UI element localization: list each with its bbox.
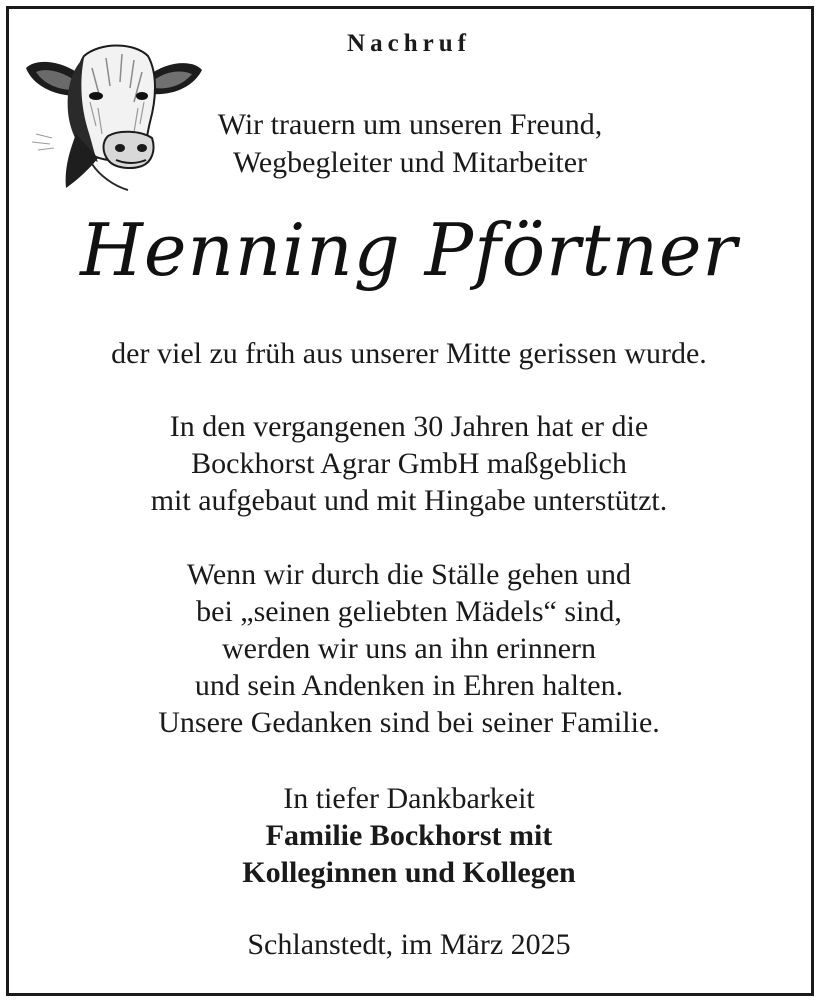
obituary-heading: Nachruf: [347, 30, 471, 57]
paragraph-line: Bockhorst Agrar GmbH maßgeblich: [191, 447, 627, 480]
paragraph-line: Wenn wir durch die Ställe gehen und: [186, 558, 632, 591]
intro-text: [140, 106, 680, 182]
paragraph-line: und sein Andenken in Ehren halten.: [194, 669, 624, 702]
signature-line: Familie Bockhorst mit: [265, 819, 553, 852]
deceased-name: Henning Pförtner: [80, 208, 738, 292]
tagline: [0, 335, 818, 372]
paragraph-line: bei „seinen geliebten Mädels“ sind,: [196, 595, 622, 628]
tagline-text: der viel zu früh aus unserer Mitte gerissen wurde.: [111, 337, 707, 370]
paragraph-line: Unsere Gedanken sind bei seiner Familie.: [158, 706, 660, 739]
paragraph-line: mit aufgebaut und mit Hingabe unterstützt.: [150, 484, 668, 517]
signature-line: Kolleginnen und Kollegen: [242, 856, 576, 889]
place-date: [0, 926, 818, 963]
intro-line: Wir trauern um unseren Freund,: [217, 108, 603, 141]
paragraph-memory: [0, 556, 818, 741]
paragraph-career: [0, 408, 818, 519]
paragraph-line: werden wir uns an ihn erinnern: [221, 632, 597, 665]
intro-line: Wegbegleiter und Mitarbeiter: [232, 146, 588, 179]
paragraph-line: In den vergangenen 30 Jahren hat er die: [169, 410, 649, 443]
closing: [0, 780, 818, 891]
closing-line: In tiefer Dankbarkeit: [283, 782, 535, 815]
place-date-text: Schlanstedt, im März 2025: [247, 928, 571, 961]
